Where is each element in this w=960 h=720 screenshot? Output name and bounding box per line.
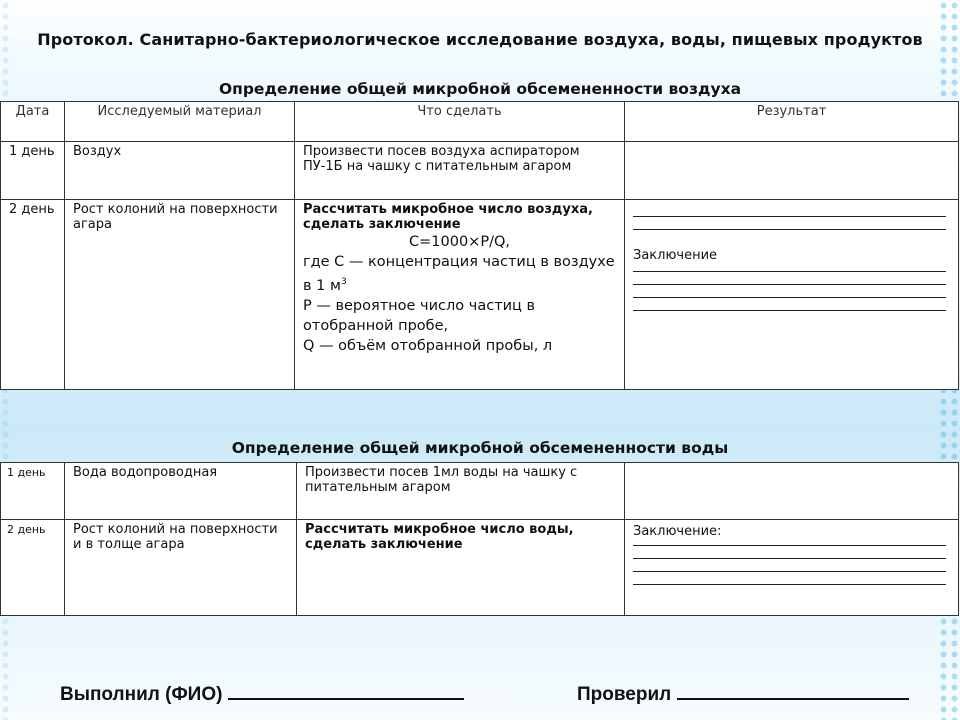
formula-legend-p: Р — вероятное число частиц в отобранной пробе, — [303, 297, 536, 334]
air-section-heading: Определение общей микробной обсемененности воздуха — [218, 80, 742, 98]
result-cell[interactable] — [625, 463, 959, 520]
blank-line — [633, 539, 946, 546]
table-header-row — [1, 102, 959, 142]
blank-line — [633, 263, 946, 272]
row-date: 2 день — [1, 520, 65, 616]
formula-block — [303, 232, 616, 356]
page-title: Протокол. Санитарно-бактериологическое исследование воздуха, воды, пищевых продуктов — [37, 30, 923, 49]
formula-legend-c: где С — концентрация частиц в воздухе в 1 $м^3$ — [303, 254, 615, 294]
header-date: Дата — [1, 102, 65, 142]
blank-line — [633, 559, 946, 572]
row-todo: Произвести посев воздуха аспиратором ПУ-1Б на чашку с питательным агаром — [295, 142, 625, 200]
row-material: Вода водопроводная — [65, 463, 297, 520]
row-material: Рост колоний на поверхности агара — [65, 200, 295, 390]
header-todo: Что сделать — [295, 102, 625, 142]
table-row — [1, 142, 959, 200]
conclusion-label: Заключение — [633, 248, 718, 263]
table-row — [1, 200, 959, 390]
result-cell[interactable] — [625, 200, 959, 390]
header-material: Исследуемый материал — [65, 102, 295, 142]
blank-line — [633, 572, 946, 585]
table-row — [1, 520, 959, 616]
conclusion-label: Заключение: — [633, 524, 722, 539]
blank-line — [633, 285, 946, 298]
checked-by-blank[interactable] — [677, 680, 909, 700]
row-material: Воздух — [65, 142, 295, 200]
blank-line — [633, 204, 946, 217]
header-result: Результат — [625, 102, 959, 142]
blank-line — [633, 272, 946, 285]
checked-by-label: Проверил — [577, 684, 672, 705]
row-todo: Рассчитать микробное число воды, сделать заключение — [297, 520, 625, 616]
row-date: 1 день — [1, 142, 65, 200]
row-todo: Произвести посев 1мл воды на чашку с питательным агаром — [297, 463, 625, 520]
done-by-blank[interactable] — [228, 680, 464, 700]
blank-line — [633, 298, 946, 311]
done-by-signature — [60, 680, 464, 706]
row-date: 1 день — [1, 463, 65, 520]
row-material: Рост колоний на поверхности и в толще агара — [65, 520, 297, 616]
water-table — [0, 462, 959, 616]
done-by-label: Выполнил (ФИО) — [60, 684, 223, 705]
blank-line — [633, 546, 946, 559]
air-table — [0, 101, 959, 390]
row-todo — [295, 200, 625, 390]
water-section-heading: Определение общей микробной обсемененности воды — [231, 439, 729, 457]
result-cell[interactable] — [625, 142, 959, 200]
blank-line — [633, 217, 946, 230]
row-date: 2 день — [1, 200, 65, 390]
todo-instruction: Рассчитать микробное число воздуха, сделать заключение — [303, 202, 593, 232]
result-cell[interactable] — [625, 520, 959, 616]
table-row — [1, 463, 959, 520]
formula-legend-q: Q — объём отобранной пробы, л — [303, 337, 553, 354]
checked-by-signature — [577, 680, 909, 706]
formula: С=1000×P/Q, — [409, 234, 510, 250]
